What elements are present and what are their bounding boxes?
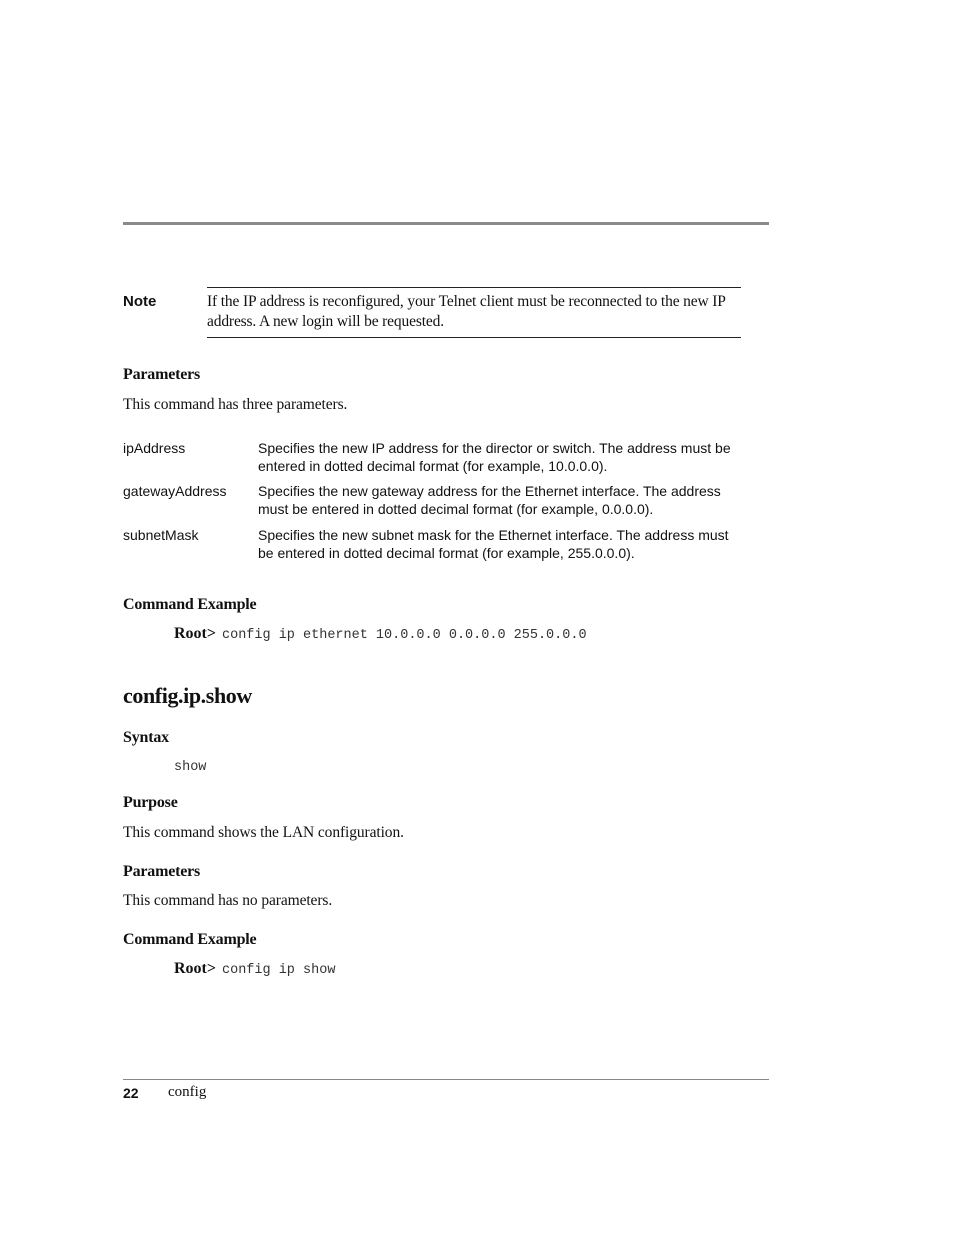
param-desc-gatewayaddress: Specifies the new gateway address for the Ethernet interface. The address must be entered in dotted decimal format (for example, 0.0.0.0). xyxy=(258,483,721,517)
root-prompt: Root> xyxy=(174,960,216,977)
param-desc-subnetmask: Specifies the new subnet mask for the Ethernet interface. The address must be entered in dotted decimal format (for example, 255.0.0.0). xyxy=(258,527,729,561)
parameters-intro: This command has three parameters. xyxy=(123,396,348,413)
show-parameters-heading: Parameters xyxy=(123,863,201,880)
page-number: 22 xyxy=(123,1085,139,1101)
parameters-heading: Parameters xyxy=(123,366,201,383)
show-command-example-heading: Command Example xyxy=(123,931,257,948)
footer-section-name: config xyxy=(168,1084,207,1100)
param-name-gatewayaddress: gatewayAddress xyxy=(123,483,227,499)
command-example-heading: Command Example xyxy=(123,596,257,613)
command-code: config ip show xyxy=(222,963,336,978)
param-desc-ipaddress: Specifies the new IP address for the director or switch. The address must be entered in dotted decimal format (for example, 10.0.0.0). xyxy=(258,440,731,474)
section-title: config.ip.show xyxy=(123,683,252,708)
show-parameters-text: This command has no parameters. xyxy=(123,892,333,909)
purpose-text: This command shows the LAN configuration. xyxy=(123,824,404,841)
param-name-subnetmask: subnetMask xyxy=(123,527,199,543)
purpose-heading: Purpose xyxy=(123,794,178,811)
syntax-heading: Syntax xyxy=(123,729,169,746)
note-box xyxy=(207,287,741,338)
note-label: Note xyxy=(123,293,157,310)
command-code: config ip ethernet 10.0.0.0 0.0.0.0 255.0.0.0 xyxy=(222,628,587,643)
root-prompt: Root> xyxy=(174,625,216,642)
note-text: If the IP address is reconfigured, your Telnet client must be reconnected to the new IP address. A new login will be requested. xyxy=(207,293,726,330)
param-name-ipaddress: ipAddress xyxy=(123,440,186,456)
header-rule xyxy=(123,222,769,225)
footer-rule xyxy=(123,1079,769,1080)
command-example-line xyxy=(174,625,587,643)
show-command-example-line xyxy=(174,960,335,978)
syntax-code: show xyxy=(174,760,207,775)
